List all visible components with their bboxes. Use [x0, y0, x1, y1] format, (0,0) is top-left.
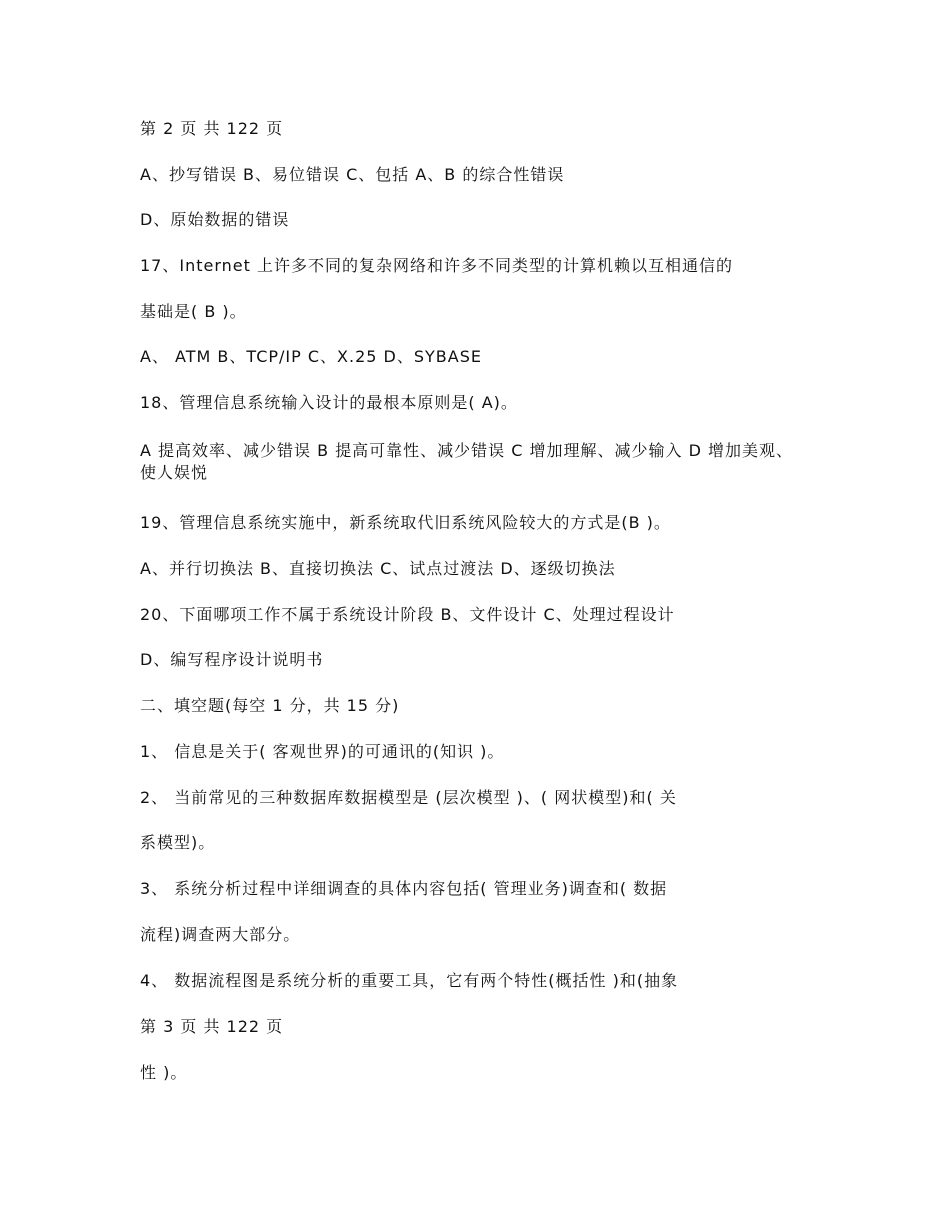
question-18: 18、管理信息系统输入设计的最根本原则是( A)。 [140, 393, 518, 412]
page-header: 第 2 页 共 122 页 [140, 119, 284, 138]
question-20: 20、下面哪项工作不属于系统设计阶段 B、文件设计 C、处理过程设计 [140, 605, 675, 624]
text-line: 性 )。 [140, 1063, 188, 1082]
text-line: D、原始数据的错误 [140, 210, 290, 229]
text-line: A、 ATM B、TCP/IP C、X.25 D、SYBASE [140, 347, 482, 366]
section-heading: 二、填空题(每空 1 分，共 15 分) [140, 696, 400, 715]
question-19: 19、管理信息系统实施中，新系统取代旧系统风险较大的方式是(B )。 [140, 513, 671, 532]
text-line: A、并行切换法 B、直接切换法 C、试点过渡法 D、逐级切换法 [140, 559, 616, 578]
fill-blank-3: 3、 系统分析过程中详细调查的具体内容包括( 管理业务)调查和( 数据 [140, 879, 668, 898]
page-header: 第 3 页 共 122 页 [140, 1017, 284, 1036]
text-line: A、抄写错误 B、易位错误 C、包括 A、B 的综合性错误 [140, 165, 565, 184]
text-line: 流程)调查两大部分。 [140, 925, 301, 944]
text-line: D、编写程序设计说明书 [140, 650, 324, 669]
text-line: 基础是( B )。 [140, 302, 247, 321]
text-line: 系模型)。 [140, 833, 216, 852]
text-line: A 提高效率、减少错误 B 提高可靠性、减少错误 C 增加理解、减少输入 D 增加美观、使人娱悦 [140, 441, 794, 482]
fill-blank-2: 2、 当前常见的三种数据库数据模型是 (层次模型 )、( 网状模型)和( 关 [140, 788, 677, 807]
question-17: 17、Internet 上许多不同的复杂网络和许多不同类型的计算机赖以互相通信的 [140, 256, 733, 275]
fill-blank-4: 4、 数据流程图是系统分析的重要工具，它有两个特性(概括性 )和(抽象 [140, 971, 679, 990]
fill-blank-1: 1、 信息是关于( 客观世界)的可通讯的(知识 )。 [140, 742, 505, 761]
